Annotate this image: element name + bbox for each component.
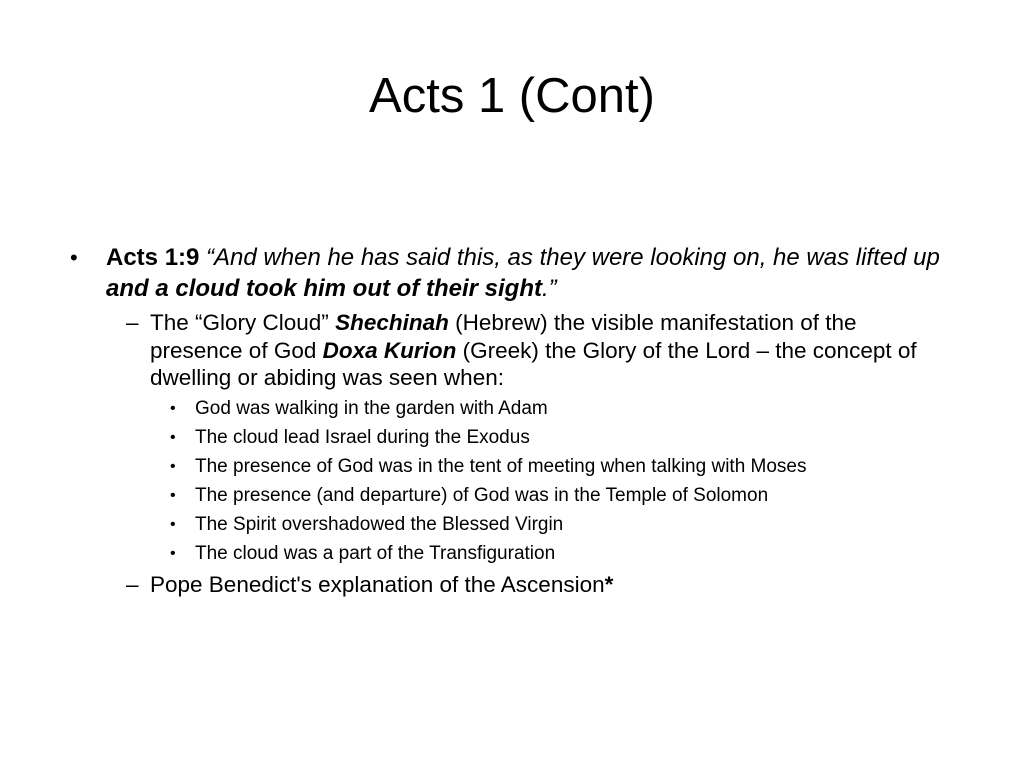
pope-benedict-text: Pope Benedict's explanation of the Ascension (150, 571, 605, 597)
list-item-text: The presence of God was in the tent of meeting when talking with Moses (195, 455, 807, 477)
bullet-icon: • (170, 544, 176, 562)
slide-body (70, 242, 950, 598)
list-item-text: The cloud was a part of the Transfiguration (195, 542, 556, 564)
list-item (70, 455, 950, 479)
quote-emphasis: and a cloud took him out of their sight (106, 275, 542, 302)
footnote-star: * (604, 571, 614, 597)
sub-bullet-glory-cloud (70, 309, 950, 392)
bullet-icon: • (170, 515, 176, 533)
list-item (70, 542, 950, 566)
bullet-icon: • (170, 486, 176, 504)
bullet-acts-1-9 (70, 242, 950, 304)
list-item (70, 426, 950, 450)
dash-icon: – (126, 310, 139, 335)
bullet-icon: • (170, 428, 176, 446)
sub-bullet-pope-benedict (70, 571, 950, 599)
list-item-text: The cloud lead Israel during the Exodus (195, 426, 530, 448)
quote-end: .” (541, 275, 557, 302)
list-item (70, 513, 950, 537)
slide-title: Acts 1 (Cont) (369, 69, 655, 123)
dash-icon: – (126, 571, 139, 597)
glory-cloud-text-2: (Hebrew) the visible manifestation of the presence of God (150, 310, 857, 363)
glory-cloud-text-3: (Greek) the Glory of the Lord – the concept of dwelling or abiding was seen when: (150, 337, 917, 390)
bullet-icon: • (170, 457, 176, 475)
quote-start: “And when he has said this, as they were looking on, he was lifted up (206, 244, 940, 271)
list-item-text: God was walking in the garden with Adam (195, 397, 548, 419)
list-item-text: The Spirit overshadowed the Blessed Virgin (195, 513, 564, 535)
bullet-icon: • (70, 245, 78, 270)
term-shechinah: Shechinah (335, 310, 449, 335)
scripture-reference: Acts 1:9 (106, 244, 200, 271)
list-item (70, 397, 950, 421)
bullet-icon: • (170, 399, 176, 417)
list-item-text: The presence (and departure) of God was in the Temple of Solomon (195, 484, 769, 506)
term-doxa-kurion: Doxa Kurion (322, 337, 457, 363)
glory-cloud-text-1: The “Glory Cloud” (150, 310, 336, 335)
list-item (70, 484, 950, 508)
